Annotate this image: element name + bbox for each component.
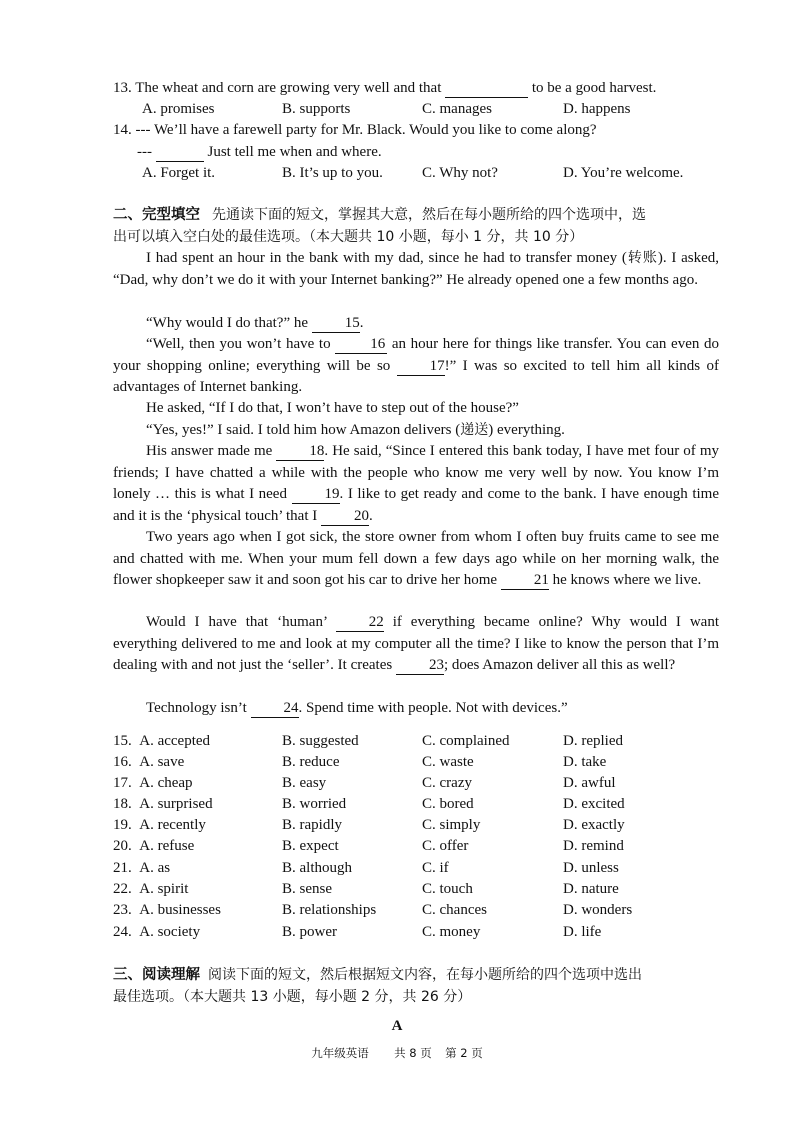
blank-23: 23 <box>396 657 444 675</box>
choice-c: C. simply <box>422 817 481 833</box>
p9-text-b: . Spend time with people. Not with devices.” <box>298 700 568 716</box>
p1-text-a: I had spent an hour in the bank with my dad, since he had to transfer money ( <box>146 250 627 266</box>
choice-a: A. accepted <box>139 733 211 749</box>
choice-b: B. reduce <box>282 754 340 770</box>
passage-paragraph-2 <box>113 313 719 335</box>
choice-a: A. save <box>139 754 185 770</box>
choice-c: C. chances <box>422 902 487 918</box>
p7-text-b: he knows where we live. <box>548 572 702 588</box>
choice-number: 22. <box>113 881 132 897</box>
choice-number: 20. <box>113 838 132 854</box>
p2-text-b: . <box>359 315 364 331</box>
blank-17: 17 <box>397 358 445 376</box>
p8-text-a: Would I have that ‘human’ <box>146 614 336 630</box>
q13-stem-post: to be a good harvest. <box>528 80 657 96</box>
passage-a-label: A <box>391 1018 403 1034</box>
choice-number: 19. <box>113 817 132 833</box>
blank-16: 16 <box>335 336 387 354</box>
choice-row-16 <box>113 752 184 772</box>
p6-text-a: His answer made me <box>146 443 277 459</box>
choice-b: B. sense <box>282 881 332 897</box>
choice-b: B. relationships <box>282 902 377 918</box>
choice-c: C. touch <box>422 881 473 897</box>
footer-page-number: 第 2 页 <box>445 1046 483 1060</box>
choice-d: D. unless <box>563 860 619 876</box>
choice-c: C. crazy <box>422 775 472 791</box>
q13-blank <box>445 80 528 98</box>
q13-option-a: A. promises <box>142 101 215 117</box>
footer-total-pages: 共 8 页 <box>394 1046 432 1060</box>
blank-20: 20 <box>321 508 369 526</box>
p5-text-a: “Yes, yes!” I said. I told him how Amazon delivers ( <box>146 422 461 438</box>
p5-text-b: ) everything. <box>488 422 565 438</box>
section3-instruction-2: 最佳选项。（本大题共 13 小题，每小题 2 分，共 26 分） <box>113 989 472 1005</box>
choice-a: A. cheap <box>139 775 193 791</box>
choice-a: A. recently <box>139 817 206 833</box>
q13-stem-pre: 13. The wheat and corn are growing very well and that <box>113 80 446 96</box>
page-footer <box>0 1045 794 1061</box>
p1-chinese-gloss: 转账 <box>626 250 658 266</box>
choice-row-17 <box>113 773 193 793</box>
q14-option-c: C. Why not? <box>422 165 498 181</box>
section2-title: 二、完型填空 <box>113 207 200 223</box>
blank-18: 18 <box>276 443 324 461</box>
choice-d: D. replied <box>563 733 623 749</box>
blank-24: 24 <box>251 700 299 718</box>
choice-b: B. power <box>282 924 337 940</box>
choice-b: B. easy <box>282 775 327 791</box>
q14-option-a: A. Forget it. <box>142 165 216 181</box>
p3-text-a: “Well, then you won’t have to <box>146 336 336 352</box>
blank-15: 15 <box>312 315 360 333</box>
choice-c: C. offer <box>422 838 469 854</box>
q14-reply-post: Just tell me when and where. <box>203 144 382 160</box>
choice-row-15 <box>113 731 210 751</box>
passage-paragraph-5 <box>113 420 719 442</box>
section3-title: 三、阅读理解 <box>113 967 200 983</box>
choice-row-22 <box>113 879 188 899</box>
choice-c: C. if <box>422 860 449 876</box>
section3-heading <box>113 965 642 985</box>
p7-text-a: Two years ago when I got sick, the store owner from whom I often buy fruits came to see me and chatted with me. When your mum fell down a few days ago while on her morning walk, the flower shopkeeper saw it and soon got his car to drive her home <box>113 529 719 588</box>
p2-text-a: “Why would I do that?” he <box>146 315 312 331</box>
blank-21: 21 <box>501 572 549 590</box>
passage-paragraph-8 <box>113 612 719 677</box>
choice-c: C. money <box>422 924 481 940</box>
choice-row-24 <box>113 922 200 942</box>
choice-number: 24. <box>113 924 132 940</box>
choice-number: 17. <box>113 775 132 791</box>
q14-reply-pre: --- <box>137 144 156 160</box>
section2-instruction-1: 先通读下面的短文，掌握其大意，然后在每小题所给的四个选项中，选 <box>212 207 646 223</box>
choice-d: D. take <box>563 754 607 770</box>
q13-option-d: D. happens <box>563 101 631 117</box>
p6-text-d: . <box>369 507 373 524</box>
blank-22: 22 <box>336 614 384 632</box>
p8-text-b: if everything became online? Why would I want everything delivered to me and look at my computer all the time? I like to know the person that I’m dealing with and not just the ‘seller’. It creates <box>113 614 720 673</box>
p6-text-b: . He said, “Since I entered this bank today, I have met four of my friends; I have chatted a while with the people who know me very well by now. You know I’m lonely … this is what I need <box>113 443 719 502</box>
choice-c: C. waste <box>422 754 474 770</box>
choice-row-20 <box>113 836 194 856</box>
choice-b: B. worried <box>282 796 347 812</box>
choice-a: A. as <box>139 860 171 876</box>
question-14-stem: 14. --- We’ll have a farewell party for Mr. Black. Would you like to come along? <box>113 122 597 138</box>
choice-d: D. life <box>563 924 602 940</box>
p3-text-c: !” I was so excited to tell him all kinds of advantages of Internet banking. <box>113 357 719 395</box>
section3-instruction-1: 阅读下面的短文，然后根据短文内容，在每小题所给的四个选项中选出 <box>208 967 642 983</box>
choice-row-18 <box>113 794 213 814</box>
choice-d: D. excited <box>563 796 625 812</box>
choice-d: D. exactly <box>563 817 625 833</box>
q14-blank <box>156 144 204 162</box>
choice-number: 18. <box>113 796 132 812</box>
choice-row-19 <box>113 815 206 835</box>
choice-number: 21. <box>113 860 132 876</box>
choice-c: C. bored <box>422 796 474 812</box>
choice-number: 16. <box>113 754 132 770</box>
passage-paragraph-6 <box>113 441 719 527</box>
choice-d: D. remind <box>563 838 624 854</box>
choice-c: C. complained <box>422 733 510 749</box>
q13-option-c: C. manages <box>422 101 492 117</box>
q14-option-b: B. It’s up to you. <box>282 165 383 181</box>
passage-paragraph-7 <box>113 527 719 592</box>
p1-text-b: ). I asked, “Dad, why don’t we do it with your Internet banking?” He already opened one a few months ago. <box>113 250 719 288</box>
choice-d: D. wonders <box>563 902 633 918</box>
choice-a: A. businesses <box>139 902 221 918</box>
p9-text-a: Technology isn’t <box>146 700 251 716</box>
choice-a: A. refuse <box>139 838 195 854</box>
choice-b: B. suggested <box>282 733 359 749</box>
section2-instruction-2: 出可以填入空白处的最佳选项。（本大题共 10 小题，每小 1 分，共 10 分） <box>113 229 584 245</box>
choice-a: A. spirit <box>139 881 189 897</box>
p3-text-b: an hour here for things like transfer. You can even do your shopping online; everything will be so <box>113 336 719 374</box>
choice-a: A. society <box>139 924 201 940</box>
blank-19: 19 <box>292 486 340 504</box>
question-13-stem <box>113 78 656 98</box>
p5-chinese-gloss: 递送 <box>460 422 489 438</box>
passage-paragraph-3 <box>113 334 719 399</box>
passage-paragraph-9 <box>113 698 719 720</box>
section2-heading <box>113 205 646 225</box>
choice-number: 15. <box>113 733 132 749</box>
choice-row-23 <box>113 900 221 920</box>
choice-b: B. rapidly <box>282 817 342 833</box>
q13-option-b: B. supports <box>282 101 351 117</box>
p6-text-c: . I like to get ready and come to the bank. I have enough time and it is the ‘physical touch’ that I <box>113 486 720 524</box>
passage-paragraph-4: He asked, “If I do that, I won’t have to step out of the house?” <box>146 400 519 416</box>
footer-subject: 九年级英语 <box>311 1046 369 1060</box>
choice-number: 23. <box>113 902 132 918</box>
q14-option-d: D. You’re welcome. <box>563 165 684 181</box>
passage-paragraph-1 <box>113 248 719 291</box>
choice-d: D. awful <box>563 775 616 791</box>
choice-row-21 <box>113 858 170 878</box>
choice-b: B. expect <box>282 838 339 854</box>
choice-a: A. surprised <box>139 796 213 812</box>
question-14-reply <box>137 142 382 162</box>
p8-text-c: ; does Amazon deliver all this as well? <box>443 657 676 673</box>
choice-b: B. although <box>282 860 352 876</box>
choice-d: D. nature <box>563 881 619 897</box>
